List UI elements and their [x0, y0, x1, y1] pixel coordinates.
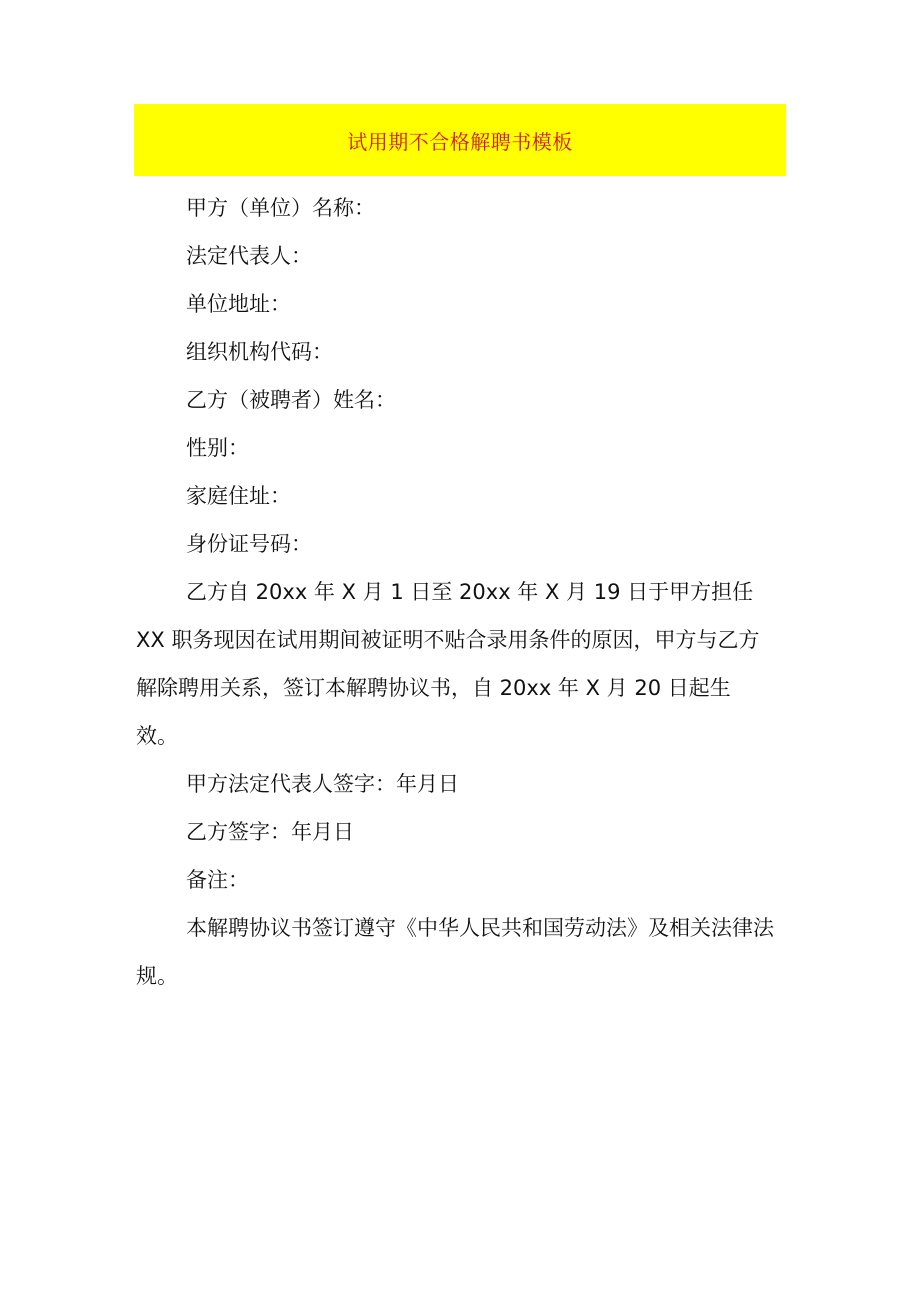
body-paragraph-line-3: 解除聘用关系，签订本解聘协议书，自 20xx 年 X 月 20 日起生: [136, 676, 731, 700]
body-paragraph-line-2: XX 职务现因在试用期间被证明不贴合录用条件的原因，甲方与乙方: [136, 628, 760, 652]
field-legal-representative: 法定代表人：: [186, 244, 312, 268]
field-home-address: 家庭住址：: [186, 484, 291, 508]
document-title: 试用期不合格解聘书模板: [347, 129, 573, 154]
remarks-line-2: 规。: [136, 964, 178, 988]
field-organization-code: 组织机构代码：: [186, 340, 333, 364]
remarks-line-1: 本解聘协议书签订遵守《中华人民共和国劳动法》及相关法律法: [186, 916, 774, 940]
field-gender: 性别：: [186, 436, 249, 460]
party-b-signature-line: 乙方签字：年月日: [186, 820, 354, 844]
party-a-signature-line: 甲方法定代表人签字：年月日: [186, 772, 459, 796]
body-paragraph-line-1: 乙方自 20xx 年 X 月 1 日至 20xx 年 X 月 19 日于甲方担任: [186, 580, 754, 604]
field-party-a-name: 甲方（单位）名称：: [186, 196, 375, 220]
field-unit-address: 单位地址：: [186, 292, 291, 316]
body-paragraph-line-4: 效。: [136, 724, 178, 748]
remarks-label: 备注：: [186, 868, 249, 892]
field-party-b-name: 乙方（被聘者）姓名：: [186, 388, 396, 412]
title-banner: [134, 104, 786, 176]
field-id-number: 身份证号码：: [186, 532, 312, 556]
